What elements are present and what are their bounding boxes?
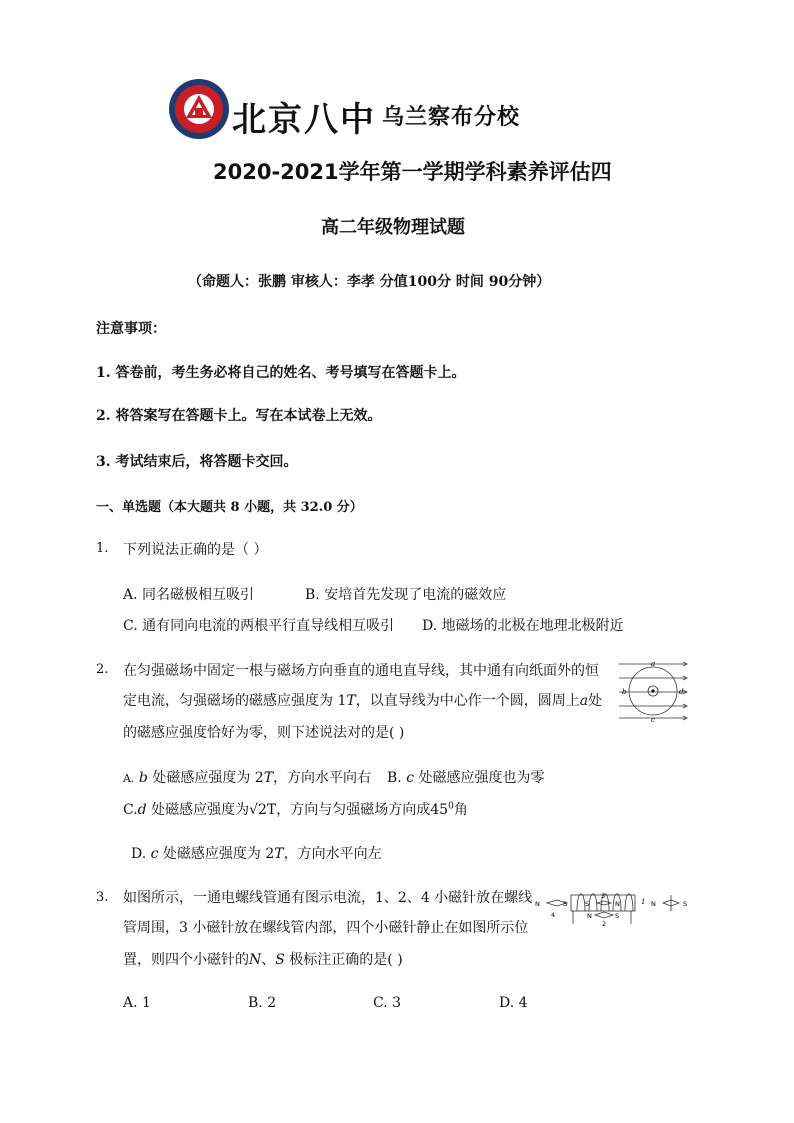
- text-span: 处磁感应强度为: [146, 802, 250, 818]
- question-number: 3.: [96, 890, 109, 905]
- option-a: A. 1: [123, 995, 151, 1011]
- question-line: 在匀强磁场中固定一根与磁场方向垂直的通电直导线，其中通有向纸面外的恒: [123, 663, 599, 679]
- option-prefix: B.: [387, 770, 402, 786]
- option-prefix: D.: [131, 846, 147, 862]
- label-b: b: [622, 688, 627, 696]
- degree-sup: 0: [448, 801, 454, 812]
- option-d: [131, 843, 382, 863]
- text-span: 处磁感应强度为 2: [147, 770, 264, 786]
- question-number: 2.: [96, 662, 109, 677]
- text-span: 定电流，匀强磁场的磁感应强度为 1: [123, 693, 347, 709]
- text-span: 、: [261, 952, 276, 968]
- option-d: D. 地磁场的北极在地理北极附近: [422, 618, 624, 634]
- needle-label: 2: [602, 920, 607, 928]
- text-span: ，以直导线为中心作一个圆，圆周上: [355, 693, 580, 709]
- text-span: ，方向水平向左: [283, 846, 382, 862]
- needle-label: 4: [551, 911, 556, 919]
- text-span: ，方向水平向右: [273, 770, 372, 786]
- text-span: 极标注正确的是( ): [284, 952, 403, 968]
- notice-item: 1. 答卷前，考生务必将自己的姓名、考号填写在答题卡上。: [96, 365, 466, 381]
- pole-s: S: [563, 900, 568, 908]
- variable: T: [274, 846, 284, 862]
- question-line: 的磁感应强度恰好为零，则下述说法对的是( ): [123, 725, 405, 741]
- sqrt-two: √2: [249, 802, 267, 818]
- needle-label: 1: [641, 898, 646, 906]
- variable: a: [579, 693, 589, 709]
- question-line: 管周围，3 小磁针放在螺线管内部，四个小磁针静止在如图所示位: [123, 920, 529, 936]
- variable: T: [346, 693, 356, 709]
- notice-item: 3. 考试结束后，将答题卡交回。: [96, 454, 298, 470]
- text-span: 处: [588, 693, 603, 709]
- needle-label: 3: [601, 892, 606, 900]
- text-span: 角: [453, 802, 468, 818]
- option-b: B. 2: [248, 995, 277, 1011]
- text-span: 置，则四个小磁针的: [123, 952, 249, 968]
- option-c: C. 通有同向电流的两根平行直导线相互吸引: [123, 618, 395, 634]
- variable: N: [249, 952, 262, 968]
- label-c: c: [651, 716, 655, 722]
- pole-s: S: [615, 912, 620, 920]
- question-number: 1.: [96, 541, 109, 556]
- question-line: [123, 949, 403, 969]
- option-d: D. 4: [499, 995, 528, 1011]
- school-name: 北京八中: [232, 100, 376, 140]
- question-line: [123, 690, 602, 710]
- variable: S: [275, 952, 285, 968]
- pole-n: N: [587, 912, 592, 920]
- option-c: [123, 799, 468, 819]
- branch-name: 乌兰察布分校: [382, 104, 521, 130]
- pole-s: S: [585, 900, 590, 908]
- section-heading: 一、单选题（本大题共 8 小题，共 32.0 分）: [96, 500, 363, 515]
- variable: T: [263, 770, 274, 786]
- text-span: 处磁感应强度为 2: [158, 846, 275, 862]
- option-b: B. 安培首先发现了电流的磁效应: [305, 587, 507, 603]
- notice-heading: 注意事项：: [96, 321, 166, 337]
- option-prefix: A.: [123, 772, 135, 785]
- question-line: 如图所示，一通电螺线管通有图示电流，1、2、4 小磁针放在螺线: [123, 890, 533, 906]
- variable: d: [137, 802, 147, 818]
- option-a: [123, 767, 371, 787]
- pole-s: S: [683, 900, 688, 908]
- pole-n: N: [615, 900, 620, 908]
- variable: b: [138, 770, 148, 786]
- exam-info: （命题人：张鹏 审核人：李孝 分值100分 时间 90分钟）: [188, 274, 551, 290]
- text-span: 处磁感应强度也为零: [414, 770, 545, 786]
- text-span: ，方向与匀强磁场方向成45: [276, 802, 449, 818]
- question-stem: 下列说法正确的是（ ）: [123, 542, 268, 558]
- notice-item: 2. 将答案写在答题卡上。写在本试卷上无效。: [96, 408, 382, 424]
- magnetic-field-diagram: [617, 658, 689, 722]
- option-b: [387, 767, 545, 787]
- label-d: d: [679, 688, 684, 696]
- solenoid-diagram: [533, 884, 691, 928]
- option-prefix: C.: [123, 802, 138, 818]
- text-span: T: [266, 802, 277, 818]
- exam-title: 2020-2021学年第一学期学科素养评估四: [213, 160, 612, 184]
- variable: c: [150, 846, 159, 862]
- school-logo: [168, 78, 230, 140]
- option-a: A. 同名磁极相互吸引: [123, 587, 255, 603]
- label-a: a: [651, 660, 656, 668]
- variable: c: [406, 770, 415, 786]
- exam-subtitle: 高二年级物理试题: [321, 217, 465, 238]
- pole-n: N: [535, 900, 540, 908]
- pole-n: N: [651, 900, 656, 908]
- school-emblem-icon: [168, 78, 230, 140]
- option-c: C. 3: [373, 995, 402, 1011]
